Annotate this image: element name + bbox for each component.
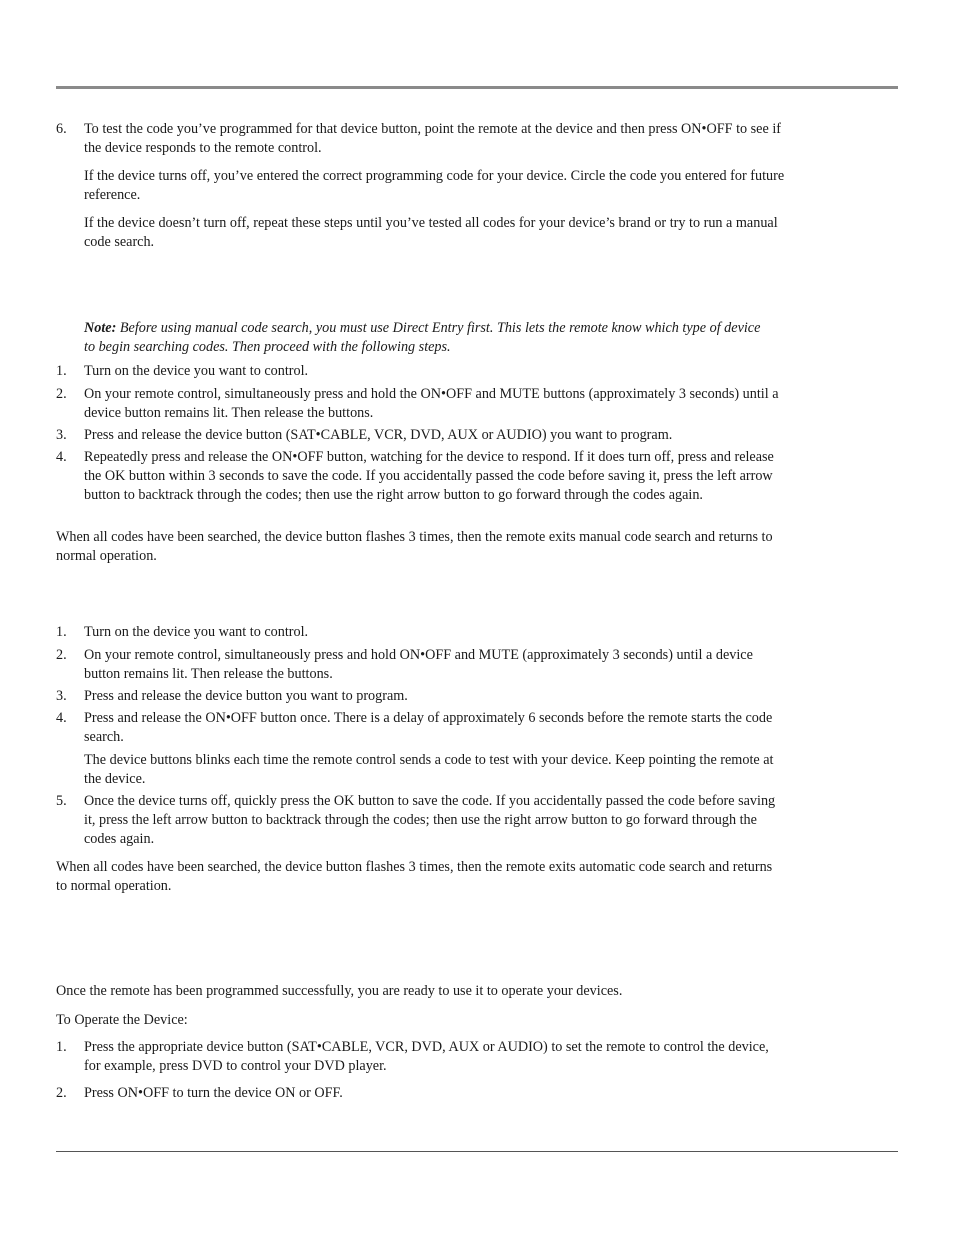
step-number: 4. [56,449,67,465]
step-text: Once the device turns off, quickly press the OK button to save the code. If you accidentally passed the code before saving it, press the left arrow button to backtrack through the codes; then use the right arrow button to go forward through the codes again. [84,793,776,847]
note-label: Note: [84,320,117,336]
step-text: On your remote control, simultaneously press and hold ON•OFF and MUTE (approximately 3 seconds) until a device button remains lit. Then release the buttons. [84,647,753,682]
step-text: Repeatedly press and release the ON•OFF button, watching for the device to respond. If it does turn off, press and release the OK button within 3 seconds to save the code. If you accidentally passed the code before saving it, press the left arrow button to backtrack through the codes; then use the right arrow button to go forward through the codes again. [84,449,774,503]
step-number: 6. [56,121,67,137]
paragraph-device-off: If the device turns off, you’ve entered the correct programming code for your device. Circle the code you entered for future reference. [84,168,785,203]
step-number: 5. [56,793,67,809]
step-number: 2. [56,1085,67,1101]
operate-subhead: To Operate the Device: [56,1012,188,1028]
step-text: Press and release the ON•OFF button once. There is a delay of approximately 6 seconds before the remote starts the code search. [84,710,773,745]
operate-intro: Once the remote has been programmed successfully, you are ready to use it to operate your devices. [56,983,623,999]
auto-step-4-paragraph: The device buttons blinks each time the remote control sends a code to test with your device. Keep pointing the remote at the device. [84,752,774,787]
step-number: 4. [56,710,67,726]
step-text: Turn on the device you want to control. [84,624,309,640]
step-text: Press ON•OFF to turn the device ON or OFF. [84,1085,343,1101]
step-number: 2. [56,647,67,663]
step-number: 3. [56,427,67,443]
step-text: Press and release the device button (SAT•CABLE, VCR, DVD, AUX or AUDIO) you want to program. [84,427,673,443]
note [84,319,774,357]
step-text: Turn on the device you want to control. [84,363,309,379]
step-number: 1. [56,363,67,379]
step-number: 1. [56,624,67,640]
footer-rule [56,1151,898,1152]
auto-search-closing: When all codes have been searched, the device button flashes 3 times, then the remote exits automatic code search and returns to normal operation. [56,859,773,894]
step-number: 1. [56,1039,67,1055]
header-rule [56,86,898,89]
step-number: 3. [56,688,67,704]
step-text: On your remote control, simultaneously press and hold the ON•OFF and MUTE buttons (approximately 3 seconds) until a device button remains lit. Then release the buttons. [84,386,779,421]
step-text: Press and release the device button you want to program. [84,688,408,704]
step-text: Press the appropriate device button (SAT•CABLE, VCR, DVD, AUX or AUDIO) to set the remote to control the device, for example, press DVD to control your DVD player. [84,1039,769,1074]
step-text: To test the code you’ve programmed for that device button, point the remote at the device and then press ON•OFF to see if the device responds to the remote control. [84,121,781,156]
paragraph-device-not-off: If the device doesn’t turn off, repeat these steps until you’ve tested all codes for your device’s brand or try to run a manual code search. [84,215,778,250]
note-text: Before using manual code search, you must use Direct Entry first. This lets the remote know which type of device to begin searching codes. Then proceed with the following steps. [84,320,761,355]
step-number: 2. [56,386,67,402]
manual-search-closing: When all codes have been searched, the device button flashes 3 times, then the remote exits manual code search and returns to normal operation. [56,529,773,564]
